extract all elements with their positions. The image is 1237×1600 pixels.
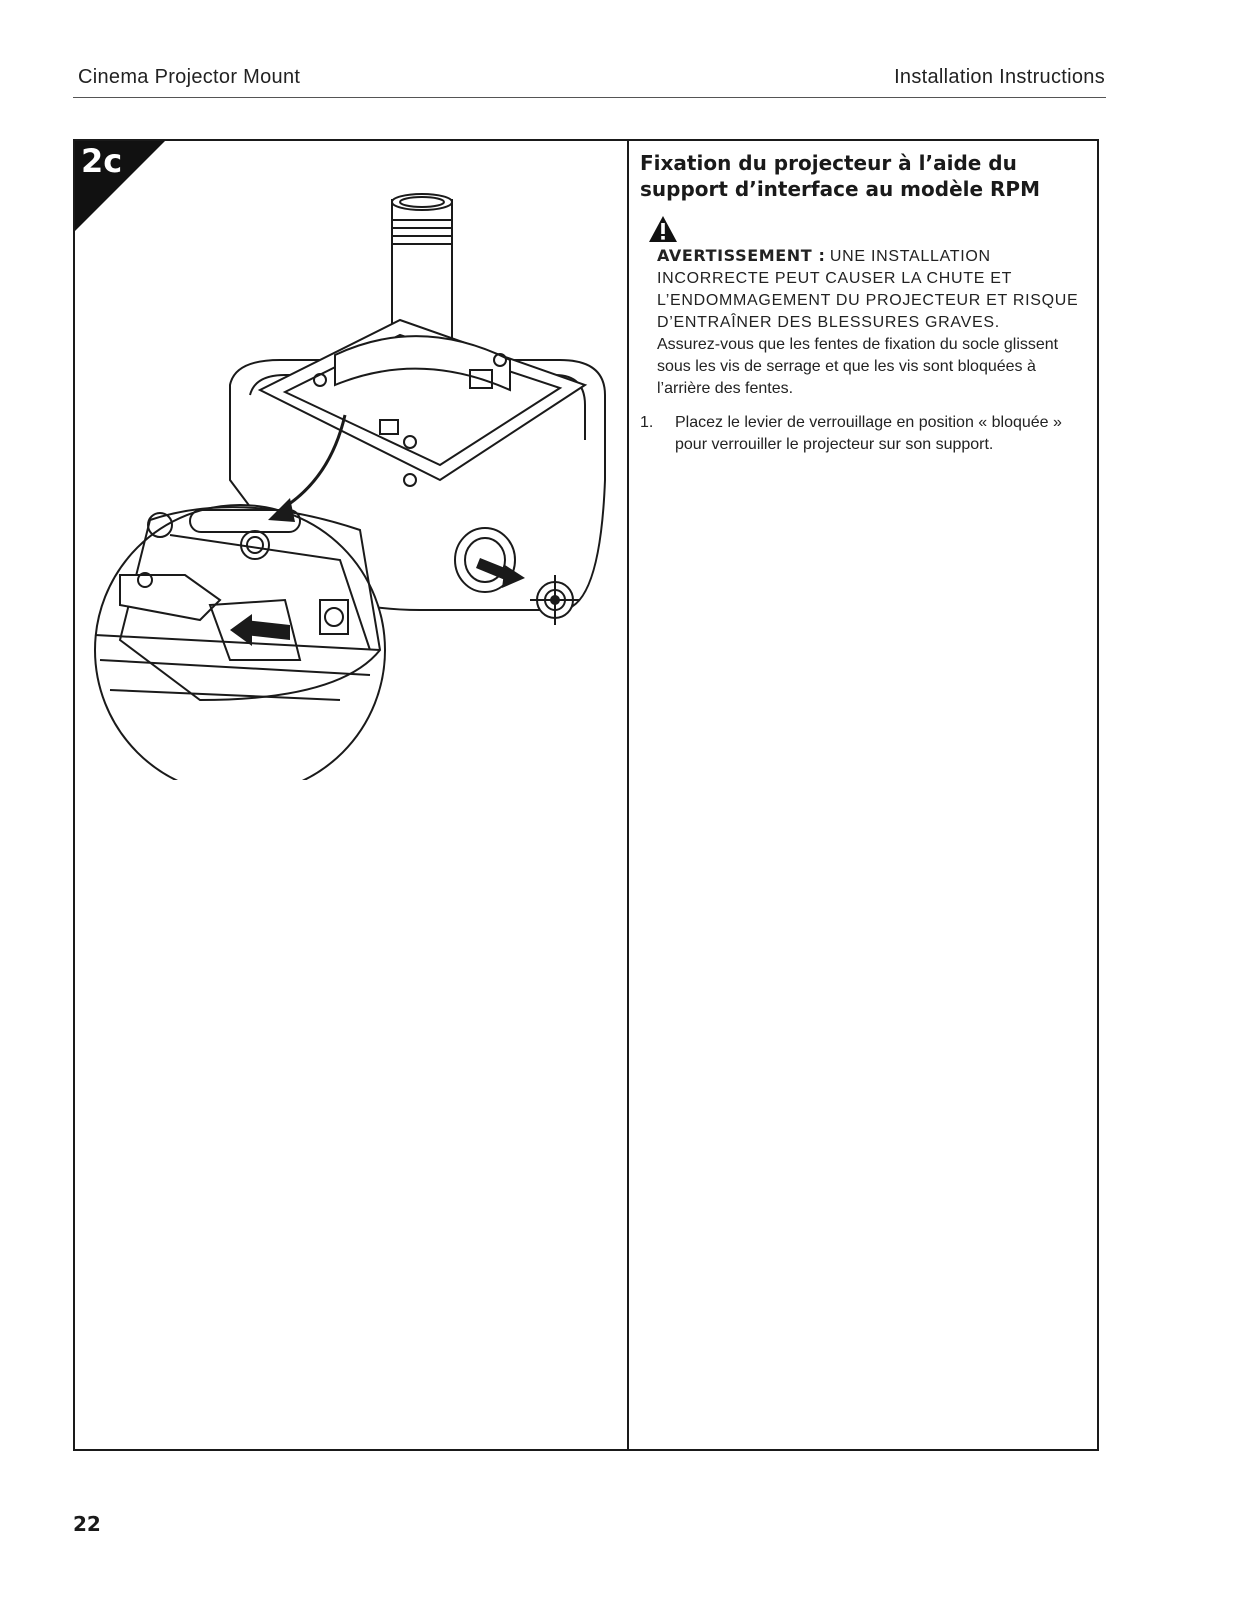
step-number: 1. [640, 414, 654, 431]
step-list [640, 412, 1080, 456]
warning-caps-text: UNE INSTALLATION INCORRECTE PEUT CAUSER LA CHUTE ET L’ENDOMMAGEMENT DU PROJECTEUR ET RISQUE D’ENTRAÎNER DES BLESSURES GRAVES. [657, 248, 1079, 331]
header-right-title: Installation Instructions [894, 66, 1105, 88]
list-item [640, 412, 1080, 456]
section-title: Fixation du projecteur à l’aide du support d’interface au modèle RPM [640, 151, 1040, 201]
warning-block [657, 245, 1087, 400]
header-left-title: Cinema Projector Mount [78, 66, 301, 88]
warning-triangle-icon [648, 215, 678, 243]
column-divider [627, 139, 629, 1451]
instruction-column [640, 150, 1090, 202]
header-rule [73, 97, 1106, 98]
page-number: 22 [73, 1512, 101, 1536]
warning-body-text: Assurez-vous que les fentes de fixation du socle glissent sous les vis de serrage et que les vis sont bloquées à l’arrière des fentes. [657, 336, 1059, 397]
step-text: Placez le levier de verrouillage en position « bloquée » pour verrouiller le projecteur sur son support. [675, 414, 1062, 453]
projector-mount-illustration [80, 180, 620, 780]
step-label: 2c [81, 142, 123, 180]
warning-label: AVERTISSEMENT : [657, 246, 826, 265]
